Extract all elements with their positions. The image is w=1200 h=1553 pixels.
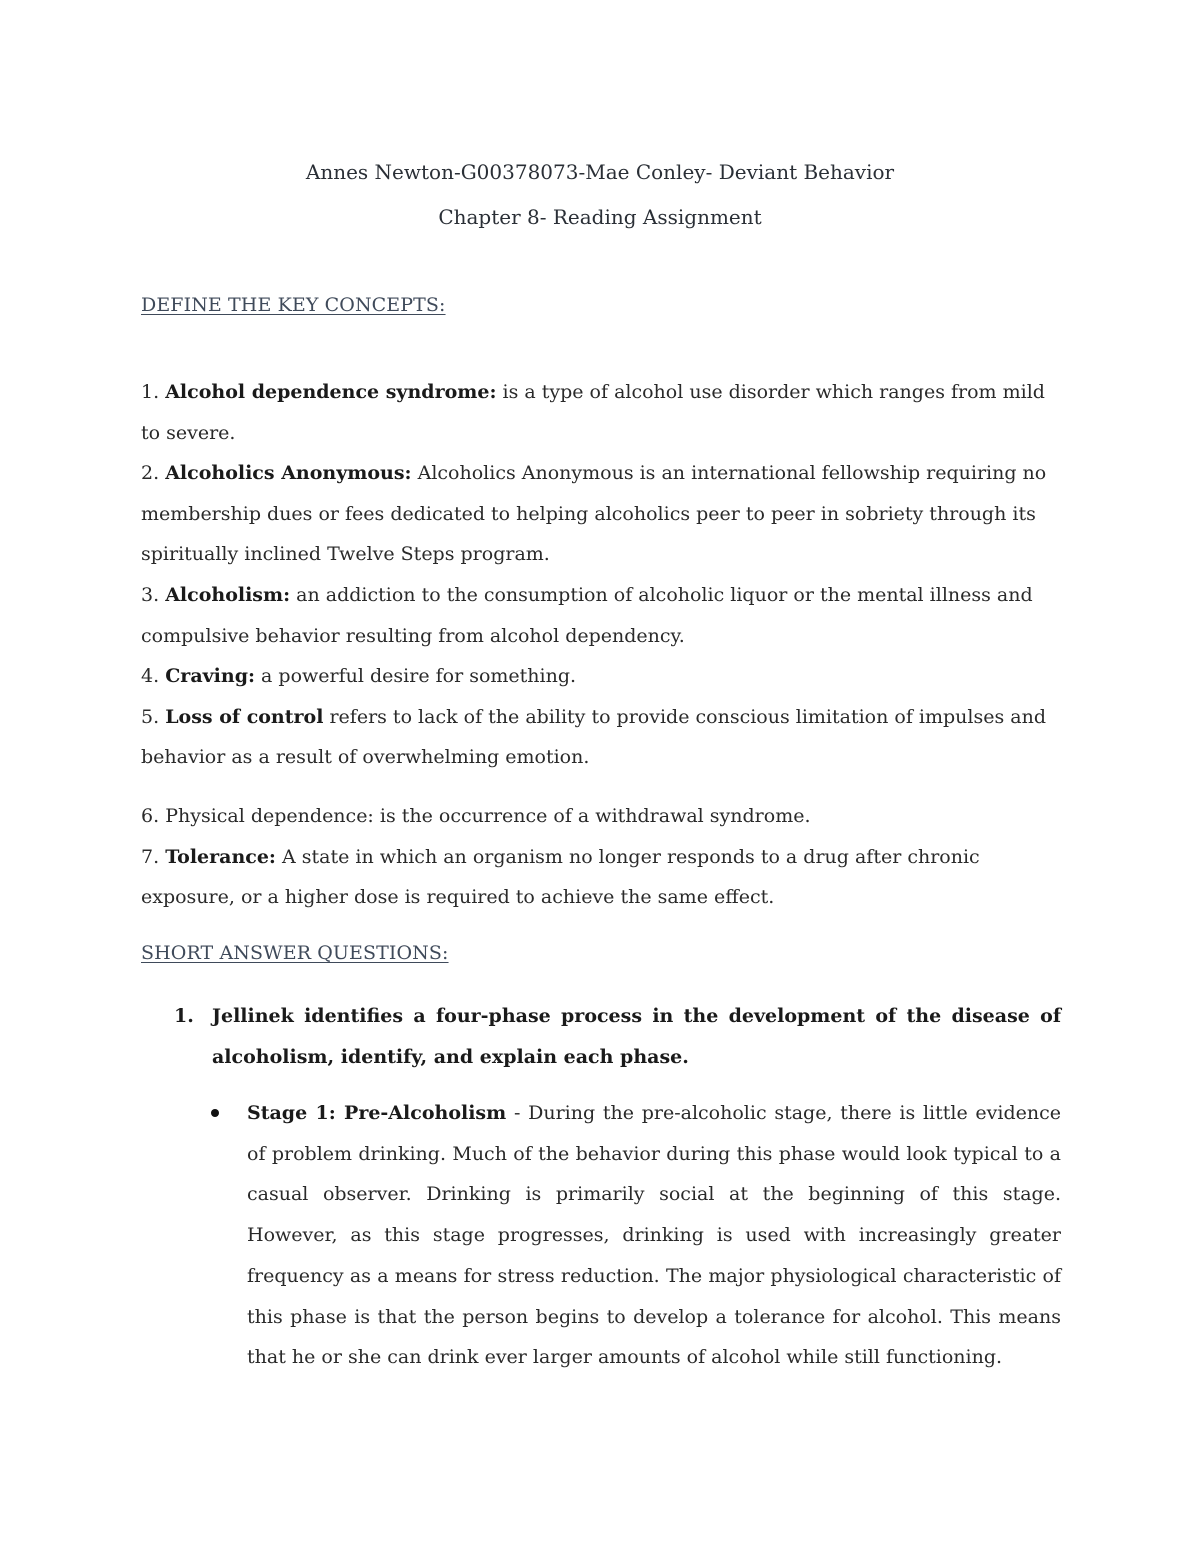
definitions-list — [141, 372, 1061, 918]
question-number: 1. — [174, 1005, 194, 1027]
definition-term: Alcohol dependence syndrome: — [165, 381, 497, 403]
definition-term: Loss of control — [165, 705, 324, 728]
stage-text: - During the pre-alcoholic stage, there is little evidence of problem drinking. Much of the behavior during this phase would look typical to a casual observer. Drinking is primarily social at the beginning of this stage. However, as this stage progresses, drinking is used with increasingly greater frequency as a means for stress reduction. The major physiological characteristic of this phase is that the person begins to develop a tolerance for alcohol. This means that he or she can drink ever larger amounts of alcohol while still functioning. — [247, 1102, 1062, 1369]
key-concepts-heading: DEFINE THE KEY CONCEPTS: — [141, 294, 446, 316]
definition-number: 3. — [141, 583, 160, 606]
stage-bullet-item — [141, 1093, 1061, 1378]
definition-text: Physical dependence: is the occurrence of a withdrawal syndrome. — [165, 804, 811, 827]
definition-number: 1. — [141, 381, 160, 403]
stage-term: Stage 1: Pre-Alcoholism — [247, 1102, 507, 1124]
definition-item — [141, 453, 1061, 575]
definition-number: 7. — [141, 845, 160, 868]
definition-text: A state in which an organism no longer responds to a drug after chronic exposure, or a higher dose is required to achieve the same effect. — [141, 845, 980, 909]
definition-item — [141, 796, 1061, 837]
question-text: Jellinek identifies a four-phase process in the development of the disease of alcoholism, identify, and explain each phase. — [212, 1005, 1061, 1068]
definition-number: 2. — [141, 462, 160, 485]
definition-text: Alcoholics Anonymous is an international fellowship requiring no membership dues or fees dedicated to helping alcoholics peer to peer in sobriety through its spiritually inclined Twelve Steps program. — [141, 462, 1047, 566]
definition-text: is a type of alcohol use disorder which ranges from mild to severe. — [141, 381, 1045, 444]
document-header-line2: Chapter 8- Reading Assignment — [438, 205, 762, 229]
definition-term: Alcoholics Anonymous: — [165, 462, 412, 485]
definition-term: Craving: — [165, 665, 256, 688]
definition-text: refers to lack of the ability to provide conscious limitation of impulses and behavior as a result of overwhelming emotion. — [141, 705, 1046, 769]
question-item — [141, 996, 1061, 1077]
bullet-icon — [211, 1109, 219, 1117]
definition-item — [141, 372, 1061, 453]
definition-item — [141, 697, 1061, 778]
definition-number: 6. — [141, 804, 160, 827]
document-header-line1: Annes Newton-G00378073-Mae Conley- Deviant Behavior — [305, 160, 895, 184]
definition-text: an addiction to the consumption of alcoholic liquor or the mental illness and compulsive behavior resulting from alcohol dependency. — [141, 583, 1033, 647]
definition-item — [141, 575, 1061, 656]
definition-term: Alcoholism: — [165, 583, 291, 606]
definition-text: a powerful desire for something. — [255, 665, 577, 688]
definition-item — [141, 837, 1061, 918]
definition-number: 5. — [141, 705, 160, 728]
definition-number: 4. — [141, 665, 160, 688]
definition-item — [141, 656, 1061, 697]
short-answer-section — [141, 996, 1061, 1378]
definition-term: Tolerance: — [165, 845, 276, 868]
paragraph-gap — [141, 778, 1061, 796]
short-answer-heading: SHORT ANSWER QUESTIONS: — [141, 942, 449, 964]
